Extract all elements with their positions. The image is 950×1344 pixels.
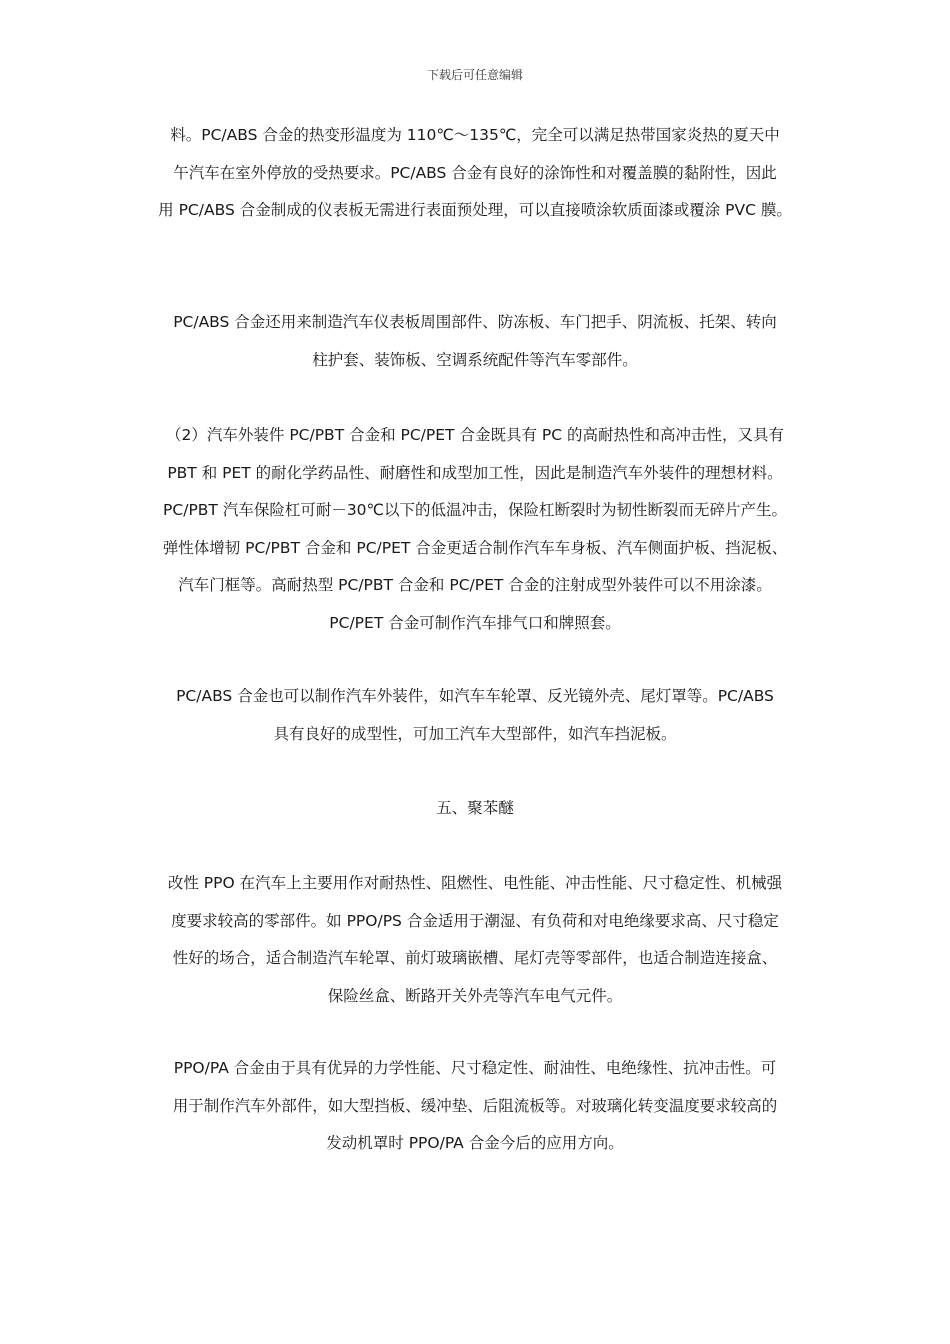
section-heading: 五、聚苯醚 [436,799,514,817]
text-line: （2）汽车外装件 PC/PBT 合金和 PC/PET 合金既具有 PC 的高耐热性和高冲击性，又具有 [166,426,784,444]
text-line: PPO/PA 合金由于具有优异的力学性能、尺寸稳定性、耐油性、电绝缘性、抗冲击性。可 [173,1059,777,1077]
text-line: PC/PET 合金可制作汽车排气口和牌照套。 [329,613,621,632]
text-line: 汽车门框等。高耐热型 PC/PBT 合金和 PC/PET 合金的注射成型外装件可以不用涂漆。 [178,576,772,594]
text-line: 柱护套、装饰板、空调系统配件等汽车零部件。 [312,350,638,369]
text-line: PC/ABS 合金也可以制作汽车外装件，如汽车车轮罩、反光镜外壳、尾灯罩等。PC/ABS [176,687,774,705]
page-header: 下载后可任意编辑 [426,68,523,82]
paragraph-exterior-parts [140,417,810,642]
text-line: 用于制作汽车外部件，如大型挡板、缓冲垫、后阻流板等。对玻璃化转变温度要求较高的 [172,1096,778,1115]
text-line: 保险丝盒、断路开关外壳等汽车电气元件。 [327,986,623,1005]
text-line: 午汽车在室外停放的受热要求。PC/ABS 合金有良好的涂饰性和对覆盖膜的黏附性，因此 [173,163,777,182]
text-line: PC/PBT 汽车保险杠可耐－30℃以下的低温冲击，保险杠断裂时为韧性断裂而无碎片产生。 [163,501,787,519]
text-line: PBT 和 PET 的耐化学药品性、耐磨性和成型加工性，因此是制造汽车外装件的理想材料。 [167,463,783,482]
paragraph-pc-abs-heat [140,117,810,230]
text-line: 发动机罩时 PPO/PA 合金今后的应用方向。 [326,1134,624,1152]
text-line: PC/ABS 合金还用来制造汽车仪表板周围部件、防冻板、车门把手、阴流板、托架、转向 [173,313,777,331]
text-line: 性好的场合，适合制造汽车轮罩、前灯玻璃嵌槽、尾灯壳等零部件，也适合制造连接盒、 [172,949,778,967]
text-line: 用 PC/ABS 合金制成的仪表板无需进行表面预处理，可以直接喷涂软质面漆或覆涂 PVC 膜。 [158,201,792,219]
text-line: 料。PC/ABS 合金的热变形温度为 110℃～135℃，完全可以满足热带国家炎热的夏天中 [170,126,780,144]
paragraph-pc-abs-exterior [140,678,810,753]
text-line: 度要求较高的零部件。如 PPO/PS 合金适用于潮湿、有负荷和对电绝缘要求高、尺寸稳定 [171,911,779,930]
paragraph-pc-abs-interior [140,304,810,379]
text-line: 弹性体增韧 PC/PBT 合金和 PC/PET 合金更适合制作汽车车身板、汽车侧面护板、挡泥板、 [162,538,788,557]
text-line: 改性 PPO 在汽车上主要用作对耐热性、阻燃性、电性能、冲击性能、尺寸稳定性、机械强 [167,874,783,892]
paragraph-modified-ppo [140,865,810,1015]
text-line: 具有良好的成型性，可加工汽车大型部件，如汽车挡泥板。 [273,724,677,743]
paragraph-ppo-pa [140,1050,810,1163]
